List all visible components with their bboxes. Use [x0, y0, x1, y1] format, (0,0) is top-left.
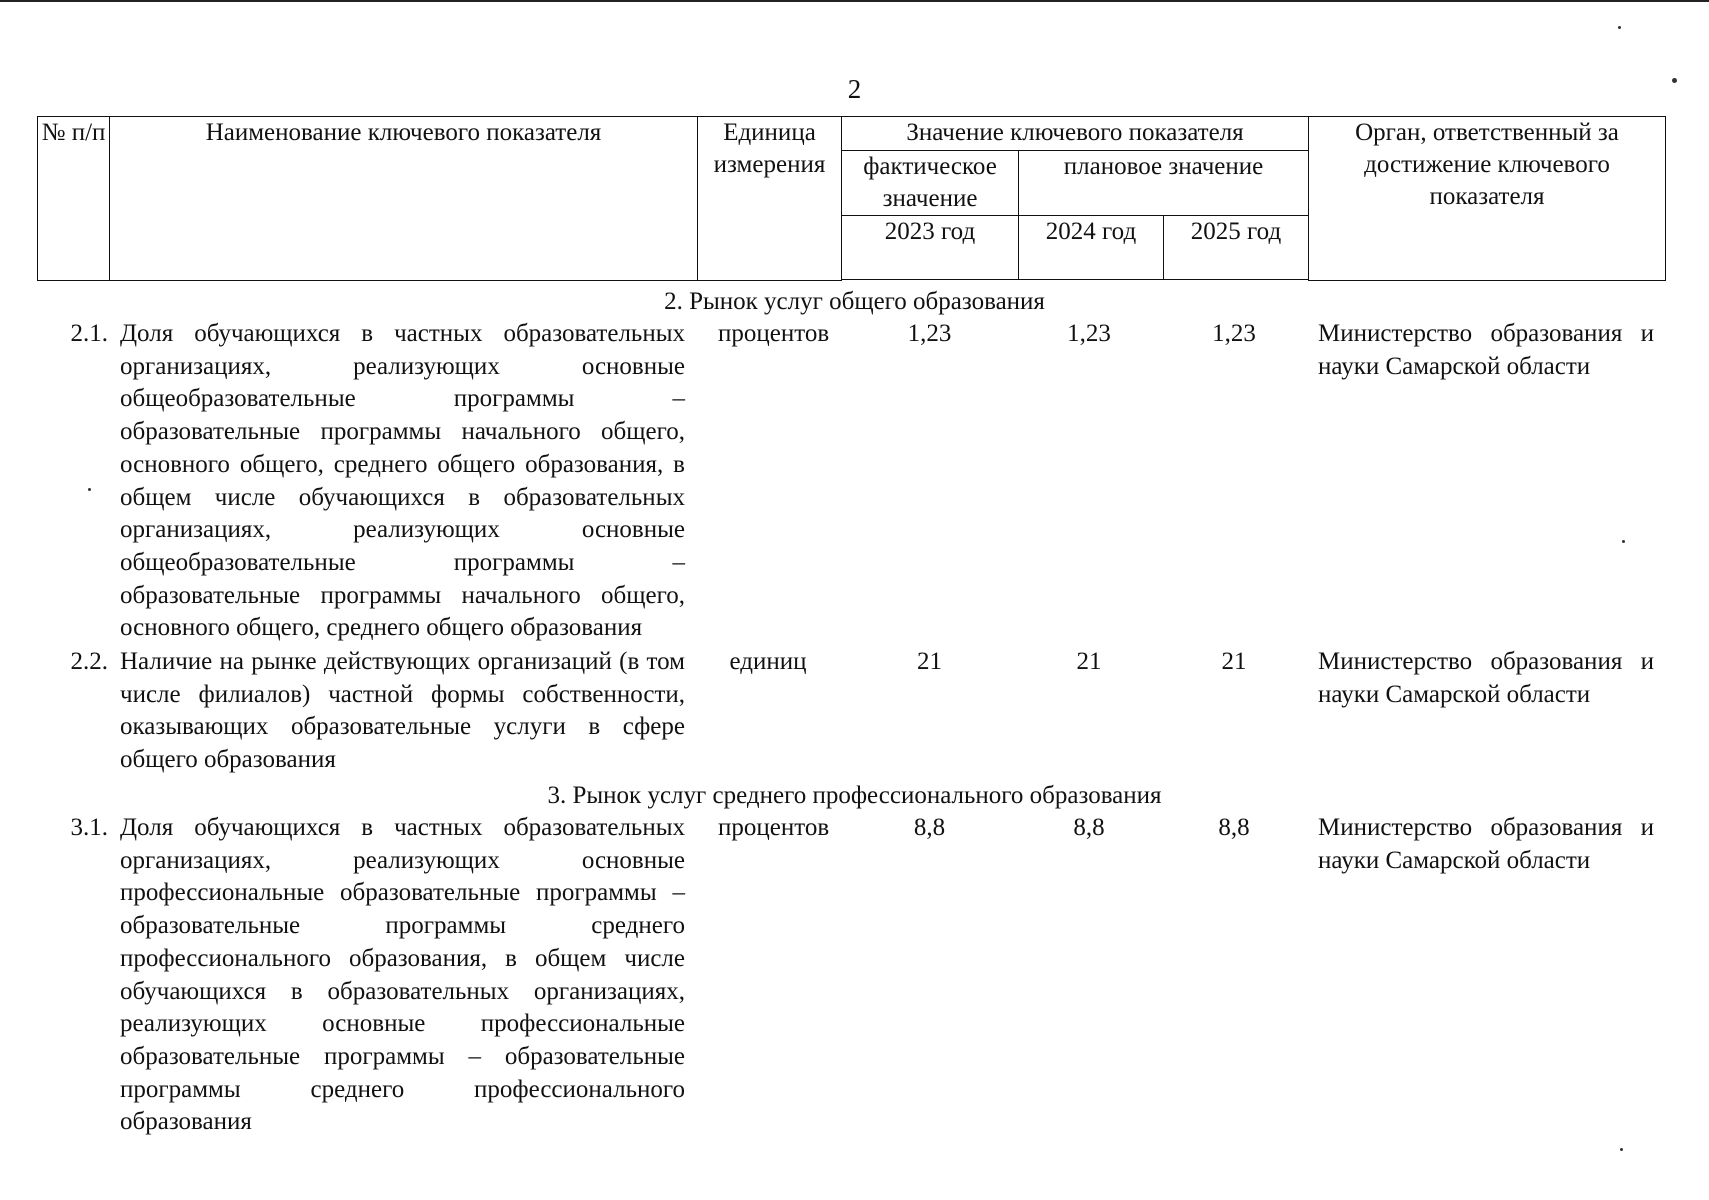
indicator-name: Доля обучающихся в частных образовательных организациях, реализующих основные профессиональные образовательные программы – образовательные программы среднего профессионального образования, в общем числе обучающихся в образовательных организациях, реализующих основные профессиональные образовательные программы – образовательные программы среднего профессионального образования — [120, 814, 685, 1136]
section-title: 3. Рынок услуг среднего профессионального образования — [547, 782, 1162, 809]
page-number: 2 — [847, 74, 862, 104]
header-organ: Орган, ответственный за достижение ключевого показателя — [1309, 117, 1666, 281]
value-2025: 21 — [1221, 648, 1247, 675]
indicator-name: Доля обучающихся в частных образовательных организациях, реализующих основные общеобразовательные программы – образовательные программы начального общего, основного общего, среднего общего образования, в общем числе обучающихся в образовательных организациях, реализующих основные общеобразовательные программы – образовательные программы начального общего, основного общего, среднего общего образования — [120, 320, 685, 642]
scan-speck — [1618, 26, 1621, 29]
row-number: 2.2. — [70, 648, 108, 675]
value-2025: 1,23 — [1212, 320, 1256, 347]
responsible-organ: Министерство образования и науки Самарской области — [1318, 814, 1654, 874]
header-year-2023: 2023 год — [842, 216, 1019, 280]
value-2025: 8,8 — [1218, 814, 1250, 841]
scan-speck — [1672, 78, 1677, 83]
scan-speck — [1622, 540, 1625, 543]
header-planned: плановое значение — [1019, 151, 1309, 216]
value-2023: 21 — [917, 648, 942, 675]
row-number: 3.1. — [70, 814, 108, 841]
scan-speck — [88, 488, 91, 491]
header-num: № п/п — [38, 117, 110, 281]
header-value-group: Значение ключевого показателя — [842, 117, 1309, 151]
unit-of-measure: процентов — [718, 814, 830, 841]
value-2024: 21 — [1076, 648, 1102, 675]
value-2024: 8,8 — [1073, 814, 1105, 841]
unit-of-measure: процентов — [718, 320, 830, 347]
value-2023: 1,23 — [907, 320, 952, 347]
responsible-organ: Министерство образования и науки Самарской области — [1318, 320, 1654, 380]
header-unit: Единица измерения — [698, 117, 842, 281]
table-header — [37, 116, 1666, 281]
unit-of-measure: единиц — [729, 648, 807, 675]
indicator-name: Наличие на рынке действующих организаций (в том числе филиалов) частной формы собственности, оказывающих образовательные услуги в сфере общего образования — [120, 648, 685, 774]
top-border-line — [0, 0, 1709, 2]
section-title: 2. Рынок услуг общего образования — [664, 288, 1045, 315]
value-2023: 8,8 — [913, 814, 946, 841]
header-actual: фактическое значение — [842, 151, 1019, 216]
value-2024: 1,23 — [1067, 320, 1111, 347]
header-year-2025: 2025 год — [1164, 216, 1309, 280]
header-year-2024: 2024 год — [1019, 216, 1164, 280]
header-name: Наименование ключевого показателя — [110, 117, 698, 281]
scan-speck — [1620, 1148, 1623, 1151]
responsible-organ: Министерство образования и науки Самарской области — [1318, 648, 1654, 708]
row-number: 2.1. — [70, 320, 108, 347]
